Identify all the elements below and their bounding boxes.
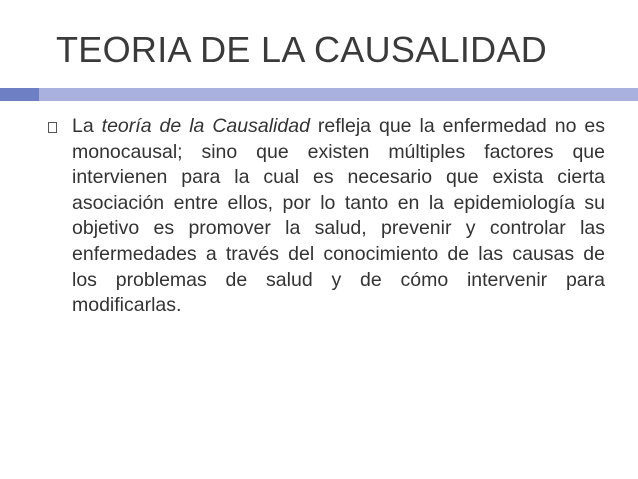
- bullet-emphasis-text: teoría de la Causalidad: [101, 115, 310, 137]
- title-accent-bar: [0, 88, 638, 101]
- bullet-rest-text: refleja que la enfermedad no es monocausal; sino que existen múltiples factores que intervienen para la cual es necesario que exista cierta asociación entre ellos, por lo tanto en la epidemiología su objetivo es promover la salud, prevenir y controlar las enfermedades a través del conocimiento de las causas de los problemas de salud y de cómo intervenir para modificarlas.: [72, 115, 605, 317]
- accent-bar-light-segment: [39, 88, 638, 101]
- slide-title: TEORIA DE LA CAUSALIDAD: [56, 29, 548, 70]
- square-bullet-icon: [48, 122, 57, 133]
- bullet-lead-text: La: [72, 115, 102, 137]
- accent-bar-dark-segment: [0, 88, 39, 101]
- bullet-paragraph: [72, 114, 605, 319]
